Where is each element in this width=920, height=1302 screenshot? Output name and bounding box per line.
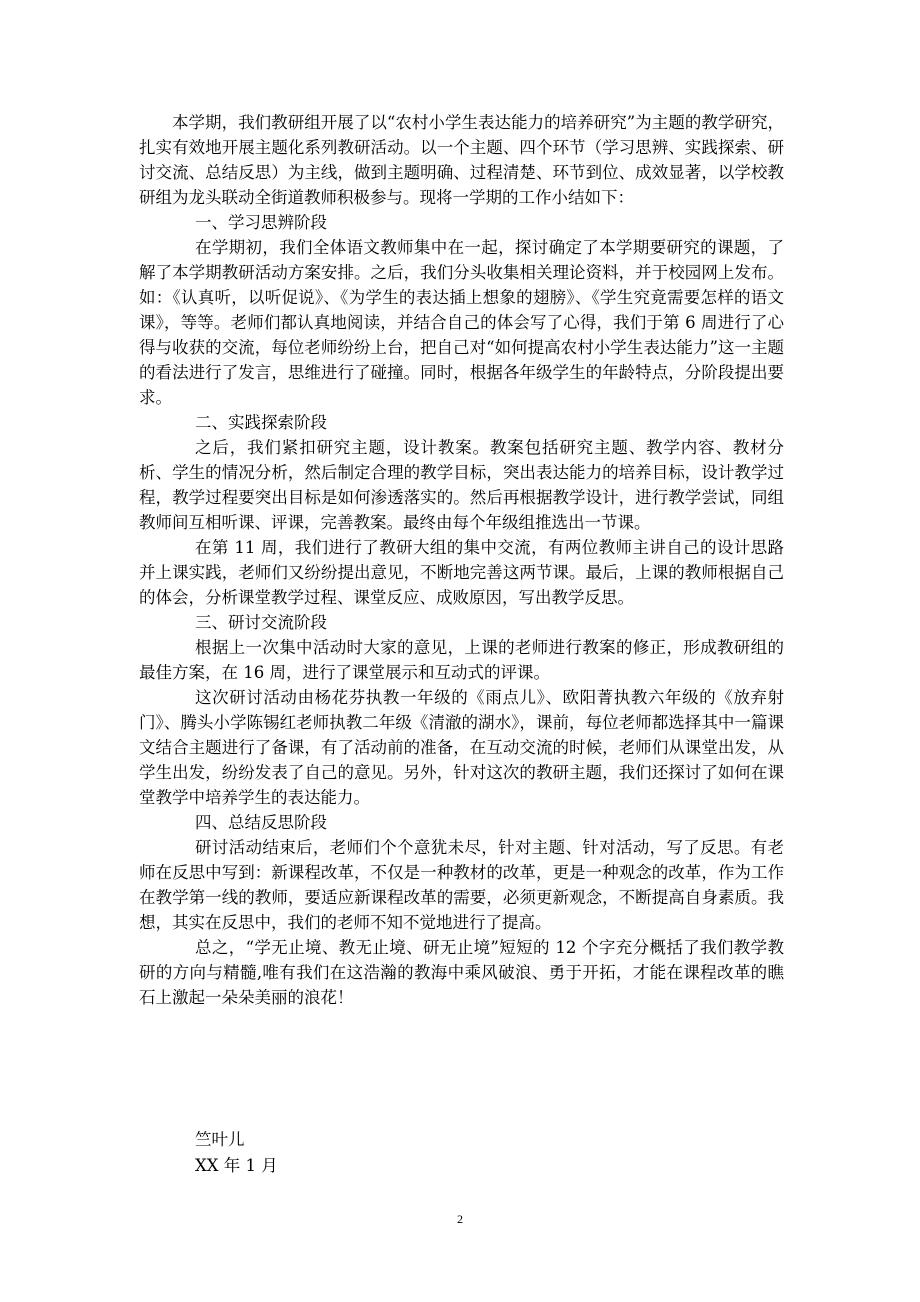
section3-paragraph-2: 这次研讨活动由杨花芬执教一年级的《雨点儿》、欧阳菁执教六年级的《放弃射门》、腾头小学陈锡红老师执教二年级《清澈的湖水》，课前，每位老师都选择其中一篇课文结合主题进行了备课，有了活动前的准备，在互动交流的时候，老师们从课堂出发，从学生出发，纷纷发表了自己的意见。另外，针对这次的教研主题，我们还探讨了如何在课堂教学中培养学生的表达能力。 <box>139 688 784 807</box>
section-heading-3: 三、研讨交流阶段 <box>195 613 327 632</box>
section4-paragraph-1: 研讨活动结束后，老师们个个意犹未尽，针对主题、针对活动，写了反思。有老师在反思中写到：新课程改革，不仅是一种教材的改革，更是一种观念的改革，作为工作在教学第一线的教师，要适应新课程改革的需要，必须更新观念，不断提高自身素质。我想，其实在反思中，我们的老师不知不觉地进行了提高。 <box>139 838 784 932</box>
section2-paragraph-1: 之后，我们紧扣研究主题，设计教案。教案包括研究主题、教学内容、教材分析、学生的情况分析，然后制定合理的教学目标，突出表达能力的培养目标，设计教学过程，教学过程要突出目标是如何渗透落实的。然后再根据教学设计，进行教学尝试，同组教师间互相听课、评课，完善教案。最终由每个年级组推选出一节课。 <box>139 438 784 532</box>
conclusion-paragraph: 总之，“学无止境、教无止境、研无止境”短短的 12 个字充分概括了我们教学教研的方向与精髓,唯有我们在这浩瀚的教海中乘风破浪、勇于开拓，才能在课程改革的瞧石上激起一朵朵美丽的浪花！ <box>139 938 784 1007</box>
document-body <box>139 110 784 1010</box>
signature-block <box>195 1127 278 1179</box>
author-name: 竺叶儿 <box>195 1130 245 1149</box>
section3-paragraph-1: 根据上一次集中活动时大家的意见，上课的老师进行教案的修正，形成教研组的最佳方案，在 16 周，进行了课堂展示和互动式的评课。 <box>139 638 784 682</box>
page-number: 2 <box>457 1212 463 1226</box>
signature-date: XX 年 1 月 <box>195 1156 278 1175</box>
section-heading-1: 一、学习思辨阶段 <box>195 213 327 232</box>
section1-paragraph-1: 在学期初，我们全体语文教师集中在一起，探讨确定了本学期要研究的课题，了解了本学期教研活动方案安排。之后，我们分头收集相关理论资料，并于校园网上发布。如：《认真听，以听促说》、《为学生的表达插上想象的翅膀》、《学生究竟需要怎样的语文课》，等等。老师们都认真地阅读，并结合自己的体会写了心得，我们于第 6 周进行了心得与收获的交流，每位老师纷纷上台，把自己对“如何提高农村小学生表达能力”这一主题的看法进行了发言，思维进行了碰撞。同时，根据各年级学生的年龄特点，分阶段提出要求。 <box>139 238 784 407</box>
section-heading-2: 二、实践探索阶段 <box>195 413 327 432</box>
section2-paragraph-2: 在第 11 周，我们进行了教研大组的集中交流，有两位教师主讲自己的设计思路并上课实践，老师们又纷纷提出意见，不断地完善这两节课。最后，上课的教师根据自己的体会，分析课堂教学过程、课堂反应、成败原因，写出教学反思。 <box>139 538 784 607</box>
intro-paragraph: 本学期，我们教研组开展了以“农村小学生表达能力的培养研究”为主题的教学研究，扎实有效地开展主题化系列教研活动。以一个主题、四个环节（学习思辨、实践探索、研讨交流、总结反思）为主线，做到主题明确、过程清楚、环节到位、成效显著，以学校教研组为龙头联动全街道教师积极参与。现将一学期的工作小结如下： <box>139 113 784 207</box>
section-heading-4: 四、总结反思阶段 <box>195 813 327 832</box>
